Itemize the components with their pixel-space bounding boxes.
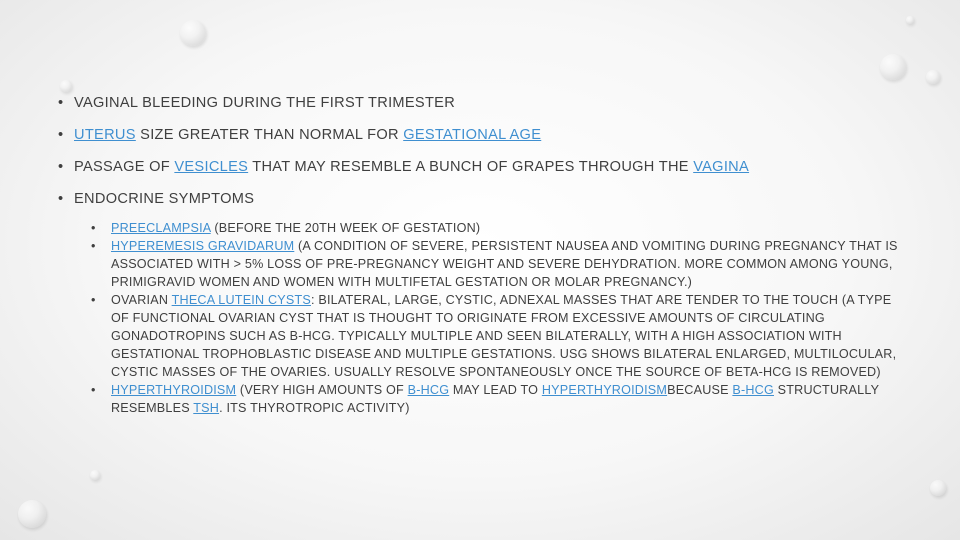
- bullet-endocrine-symptoms: [58, 190, 908, 417]
- water-drop: [60, 80, 72, 92]
- link-b-hcg[interactable]: B-HCG: [407, 383, 450, 397]
- link-uterus[interactable]: UTERUS: [74, 127, 136, 143]
- water-drop: [18, 500, 46, 528]
- link-hyperthyroidism[interactable]: HYPERTHYROIDISM: [111, 383, 237, 397]
- sub-bullet-text: . ITS THYROTROPIC ACTIVITY): [219, 401, 410, 415]
- bullet-passage-of-vesicles: [58, 158, 908, 176]
- link-b-hcg[interactable]: B-HCG: [732, 383, 774, 397]
- sub-bullet-hyperemesis: [89, 237, 908, 291]
- bullet-text: THAT MAY RESEMBLE A BUNCH OF GRAPES THROUGH THE: [248, 159, 694, 175]
- sub-bullet-theca-lutein: [89, 291, 908, 381]
- water-drop: [180, 20, 206, 46]
- water-drop: [930, 480, 946, 496]
- link-vagina[interactable]: VAGINA: [693, 159, 750, 175]
- sub-bullet-list: [89, 219, 908, 417]
- water-drop: [880, 54, 906, 80]
- water-drop: [90, 470, 100, 480]
- sub-bullet-text: BECAUSE: [667, 383, 733, 397]
- sub-bullet-preeclampsia: [89, 219, 908, 237]
- link-hyperemesis-gravidarum[interactable]: HYPEREMESIS GRAVIDARUM: [111, 239, 295, 253]
- sub-bullet-text: STRUCTURALLY RESEMBLES: [111, 383, 879, 415]
- link-tsh[interactable]: TSH: [193, 401, 220, 415]
- sub-bullet-text: (A CONDITION OF SEVERE, PERSISTENT NAUSEA AND VOMITING DURING PREGNANCY THAT IS ASSOCIATED WITH > 5% LOSS OF PRE-PREGNANCY WEIGHT AND SEVERE DEHYDRATION. MORE COMMON AMONG YOUNG, PRIMIGRAVID WOMEN AND WOMEN WITH MULTIFETAL GESTATION OR MOLAR PREGNANCY.): [111, 239, 898, 289]
- sub-bullet-text: (VERY HIGH AMOUNTS OF: [236, 383, 408, 397]
- link-gestational-age[interactable]: GESTATIONAL AGE: [403, 127, 542, 143]
- link-vesicles[interactable]: VESICLES: [174, 159, 249, 175]
- link-preeclampsia[interactable]: PREECLAMPSIA: [111, 221, 211, 235]
- link-hyperthyroidism[interactable]: HYPERTHYROIDISM: [541, 383, 668, 397]
- sub-bullet-text: (BEFORE THE 20TH WEEK OF GESTATION): [210, 221, 481, 235]
- sub-bullet-text: OVARIAN: [111, 293, 172, 307]
- bullet-text: ENDOCRINE SYMPTOMS: [74, 191, 255, 207]
- bullet-text: SIZE GREATER THAN NORMAL FOR: [135, 127, 404, 143]
- water-drop: [926, 70, 940, 84]
- bullet-uterus-size: [58, 126, 908, 144]
- bullet-text: PASSAGE OF: [74, 159, 175, 175]
- sub-bullet-hyperthyroidism: [89, 381, 908, 417]
- water-drop: [906, 16, 914, 24]
- bullet-list: [58, 94, 908, 417]
- bullet-text: VAGINAL BLEEDING DURING THE FIRST TRIMESTER: [74, 95, 456, 111]
- bullet-vaginal-bleeding: [58, 94, 908, 112]
- slide-body: [58, 94, 908, 431]
- sub-bullet-text: : BILATERAL, LARGE, CYSTIC, ADNEXAL MASSES THAT ARE TENDER TO THE TOUCH (A TYPE OF FUNCTIONAL OVARIAN CYST THAT IS THOUGHT TO ORIGINATE FROM EXCESSIVE AMOUNTS OF CIRCULATING GONADOTROPINS SUCH AS B-HCG. TYPICALLY MULTIPLE AND SEEN BILATERALLY, WITH A HIGH ASSOCIATION WITH GESTATIONAL TROPHOBLASTIC DISEASE AND MULTIPLE GESTATIONS. USG SHOWS BILATERAL ENLARGED, MULTILOCULAR, CYSTIC MASSES OF THE OVARIES. USUALLY RESOLVE SPONTANEOUSLY ONCE THE SOURCE OF BETA-HCG IS REMOVED): [111, 293, 897, 379]
- link-theca-lutein-cysts[interactable]: THECA LUTEIN CYSTS: [171, 293, 311, 307]
- sub-bullet-text: MAY LEAD TO: [449, 383, 542, 397]
